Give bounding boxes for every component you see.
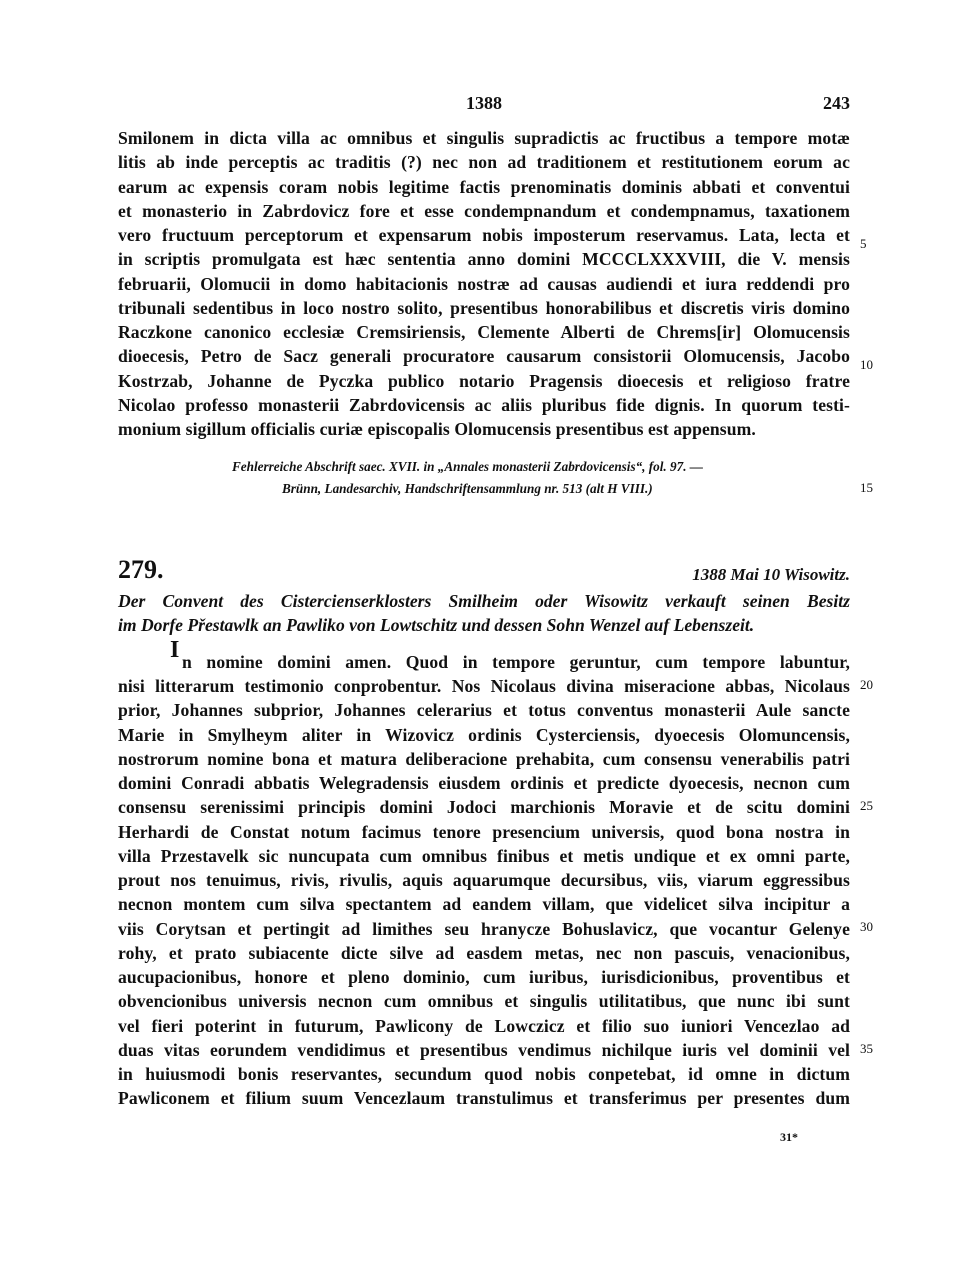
text-line: obvencionibus universis necnon cum omnibus et singulis utilitatibus, que nunc ibi sunt xyxy=(118,991,850,1012)
text-line: Pawliconem et filium suum Vencezlaum transtulimus et transferimus per presentes dum xyxy=(118,1088,850,1109)
line-number: 25 xyxy=(860,798,873,813)
text-line: aucupacionibus, honore et pleno dominio, cum iuribus, iurisdicionibus, proventibus et xyxy=(118,967,850,987)
text-line: nisi litterarum testimonio conprobentur. Nos Nicolaus divina miseracione abbas, Nicolaus xyxy=(118,676,850,696)
document-number: 279. xyxy=(118,555,164,584)
text-line: prout nos tenuimus, rivis, rivulis, aquis aquarumque decursibus, viis, viarum eggressibus xyxy=(118,870,850,890)
text-line: Smilonem in dicta villa ac omnibus et singulis supradictis ac fructibus a tempore motæ xyxy=(118,128,850,148)
text-line: viis Corytsan et pertingit ad limithes seu hranycze Bohuslavicz, que vocantur Gelenye xyxy=(118,918,850,939)
document-first-line xyxy=(170,637,850,674)
text-line: Herhardi de Constat notum facimus tenore presencium universis, quod bona nostra in xyxy=(118,821,850,842)
text-line: villa Przestavelk sic nuncupata cum omnibus finibus et metis undique et ex omni parte, xyxy=(118,845,850,866)
document-date-place: 1388 Mai 10 Wisowitz. xyxy=(692,565,850,584)
line-number: 30 xyxy=(860,919,873,934)
text-line: I n nomine domini amen. Quod in tempore geruntur, cum tempore labuntur, xyxy=(170,637,850,672)
signature-mark: 31* xyxy=(780,1130,798,1144)
text-line: Raczkone canonico ecclesiæ Cremsiriensis, Clemente Alberti de Chrems[ir] Olomucensis xyxy=(118,322,850,342)
text-line: prior, Johannes subprior, Johannes celerarius et totus conventus monasterii Aule sancte xyxy=(118,700,850,721)
source-note: Brünn, Landesarchiv, Handschriftensammlung nr. 513 (alt H VIII.) xyxy=(282,481,653,496)
text-line: Kostrzab, Johanne de Pyczka publico notario Pragensis dioecesis et religioso fratre xyxy=(118,370,850,391)
text-line: earum ac expensis coram nobis legitime factis prenominatis dominis abbati et conventui xyxy=(118,176,850,197)
line-number: 35 xyxy=(860,1041,873,1056)
text-line: februarii, Olomucii in domo habitacionis nostræ ad causas audiendi et iura reddendi pro xyxy=(118,273,850,294)
text-line: dioecesis, Petro de Sacz generali procuratore causarum consistorii Olomucensis, Jacobo xyxy=(118,346,850,367)
text-line: Marie in Smylheym aliter in Wizovicz ordinis Cysterciensis, dyoecesis Olomuncensis, xyxy=(118,724,850,745)
text-line: vero fructuum perceptorum et expensarum nobis imposterum reservamus. Lata, lecta et xyxy=(118,225,850,245)
text-line: et monasterio in Zabrdovicz fore et esse condempnandum et condempnamus, taxationem xyxy=(118,200,850,221)
text-line: nostrorum nomine bona et matura deliberacione prehabita, cum consensu venerabilis patri xyxy=(118,748,850,769)
line-number: 20 xyxy=(860,677,873,692)
text-line: tribunali sedentibus in loco nostro solito, presentibus honorabilibus et discretis viris domino xyxy=(118,297,850,318)
text-line: in huiusmodi bonis reservantes, secundum quod nobis conpetebat, id omne in dictum xyxy=(118,1064,850,1084)
text-line: rohy, et prato subiacente dicte silve ad easdem metas, nec non pascuis, venacionibus, xyxy=(118,942,850,963)
text-line: litis ab inde perceptis ac traditis (?) nec non ad traditionem et restitutionem eorum ac xyxy=(118,152,850,173)
text-line: in scriptis promulgata est hæc sententia anno domini MCCCLXXXVIII, die V. mensis xyxy=(118,249,850,270)
text-line: domini Conradi abbatis Welegradensis eiusdem ordinis et predicte dyoecesis, necnon cum xyxy=(118,773,850,793)
text-line: vel fieri poterint in futurum, Pawlicony de Lowczicz et filio suo iuniori Vencezlao ad xyxy=(118,1015,850,1036)
text-line: monium sigillum officialis curiæ episcopalis Olomucensis presentibus est appensum. xyxy=(118,419,756,439)
text-line: Nicolao professo monasterii Zabrdovicensis ac aliis pluribus fide dignis. In quorum testi- xyxy=(118,394,850,415)
text-line: duas vitas eorundem vendidimus et presentibus vendimus nichilque iuris vel dominii vel xyxy=(118,1039,850,1060)
first-line-text: n nomine domini amen. Quod in tempore geruntur, cum tempore labuntur, xyxy=(182,652,850,672)
text-line: consensu serenissimi principis domini Jodoci marchionis Moravie et de scitu domini xyxy=(118,797,850,818)
line-number: 10 xyxy=(860,357,873,372)
document-summary-line: im Dorfe Přestawlk an Pawliko von Lowtschitz und dessen Sohn Wenzel auf Lebenszeit. xyxy=(118,615,755,635)
previous-document-text xyxy=(118,126,850,441)
page-number: 243 xyxy=(823,93,850,113)
header-year: 1388 xyxy=(466,93,502,113)
line-number: 15 xyxy=(860,480,873,495)
line-number: 5 xyxy=(860,236,867,251)
running-header xyxy=(118,93,850,115)
document-summary-line: Der Convent des Cistercienserklosters Smilheim oder Wisowitz verkauft seinen Besitz xyxy=(118,591,850,611)
source-note: Fehlerreiche Abschrift saec. XVII. in „Annales monasterii Zabrdovicensis“, fol. 97. — xyxy=(232,459,703,474)
document-body xyxy=(118,674,850,1111)
text-line: necnon montem cum silva spectantem ad eandem villam, que videlicet silva incipitur a xyxy=(118,894,850,915)
